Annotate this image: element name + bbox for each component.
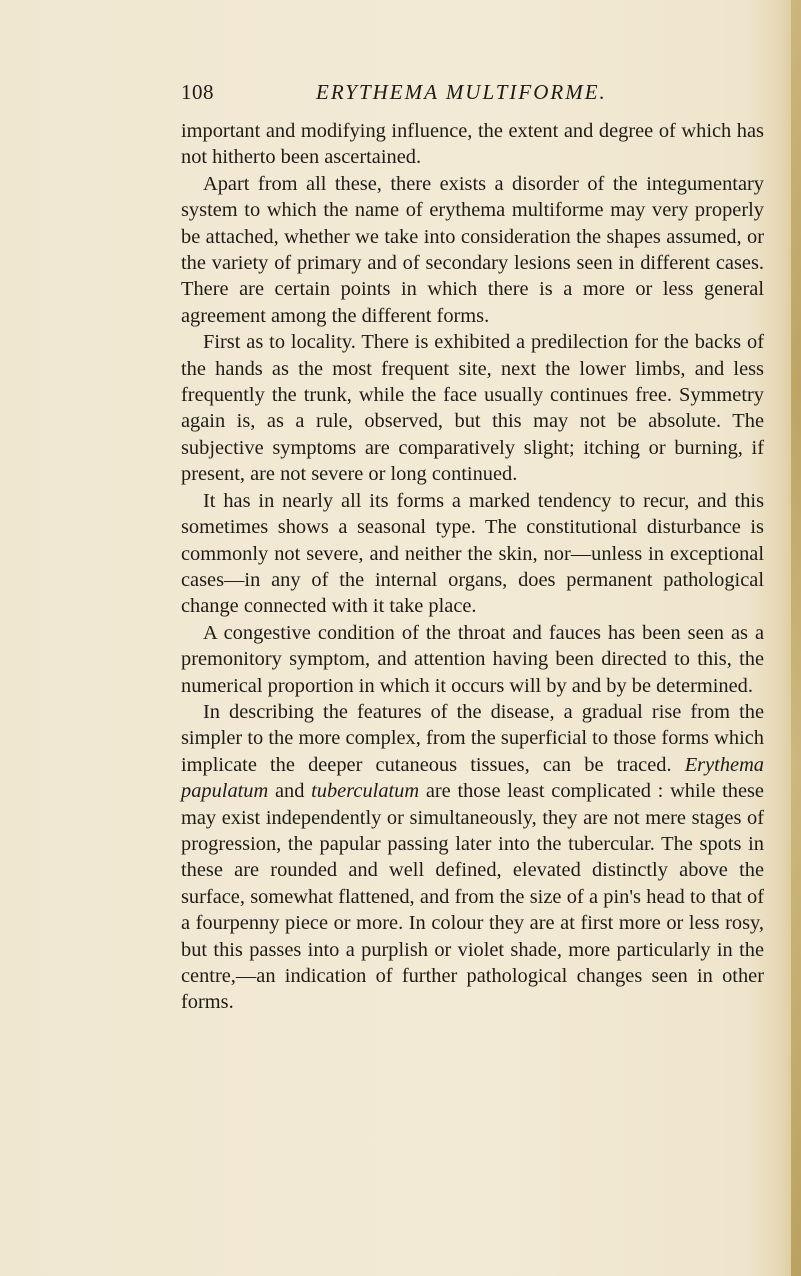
paragraph: It has in nearly all its forms a marked tendency to recur, and this sometimes shows a seasonal type. The constitutional disturbance is commonly not severe, and neither the skin, nor—unless in exceptional cases—in any of the internal organs, does permanent pathological change connected with it take place. [181, 489, 764, 618]
italic-term: Erythema papulatum [181, 753, 764, 803]
body-text [181, 118, 764, 1016]
paragraph [181, 699, 764, 1016]
paragraph: First as to locality. There is exhibited a predilection for the backs of the hands as the most frequent site, next the lower limbs, and less frequently the trunk, while the face usually continues free. Symmetry again is, as a rule, observed, but this may not be absolute. The subjective symptoms are comparatively slight; itching or burning, if present, are not severe or long continued. [181, 331, 764, 486]
paragraph: Apart from all these, there exists a disorder of the integumentary system to which the name of erythema multiforme may very properly be attached, whether we take into consideration the shapes assumed, or the variety of primary and of secondary lesions seen in different cases. There are certain points in which there is a more or less general agreement among the different forms. [181, 172, 764, 327]
paragraph: important and modifying influence, the extent and degree of which has not hitherto been ascertained. [181, 120, 764, 169]
running-head: ERYTHEMA MULTIFORME. [316, 80, 607, 104]
paragraph-text: and [268, 780, 312, 803]
italic-term: tuberculatum [311, 780, 420, 803]
page-number: 108 [181, 80, 214, 104]
paragraph-text: In describing the features of the disease, a gradual rise from the simpler to the more complex, from the superficial to those forms which implicate the deeper cutaneous tissues, can be traced. [181, 700, 764, 776]
paragraph: A congestive condition of the throat and fauces has been seen as a premonitory symptom, and attention having been directed to this, the numerical proportion in which it occurs will by and by be determined. [181, 621, 764, 697]
page-edge [791, 0, 801, 1276]
paragraph-text: are those least complicated : while these may exist independently or simultaneously, they are not mere stages of progression, the papular passing later into the tubercular. The spots in these are rounded and well defined, elevated distinctly above the surface, somewhat flattened, and from the size of a pin's head to that of a fourpenny piece or more. In colour they are at first more or less rosy, but this passes into a purplish or violet shade, more particularly in the centre,—an indication of further pathological changes seen in other forms. [181, 780, 764, 1014]
page-header [181, 80, 741, 110]
